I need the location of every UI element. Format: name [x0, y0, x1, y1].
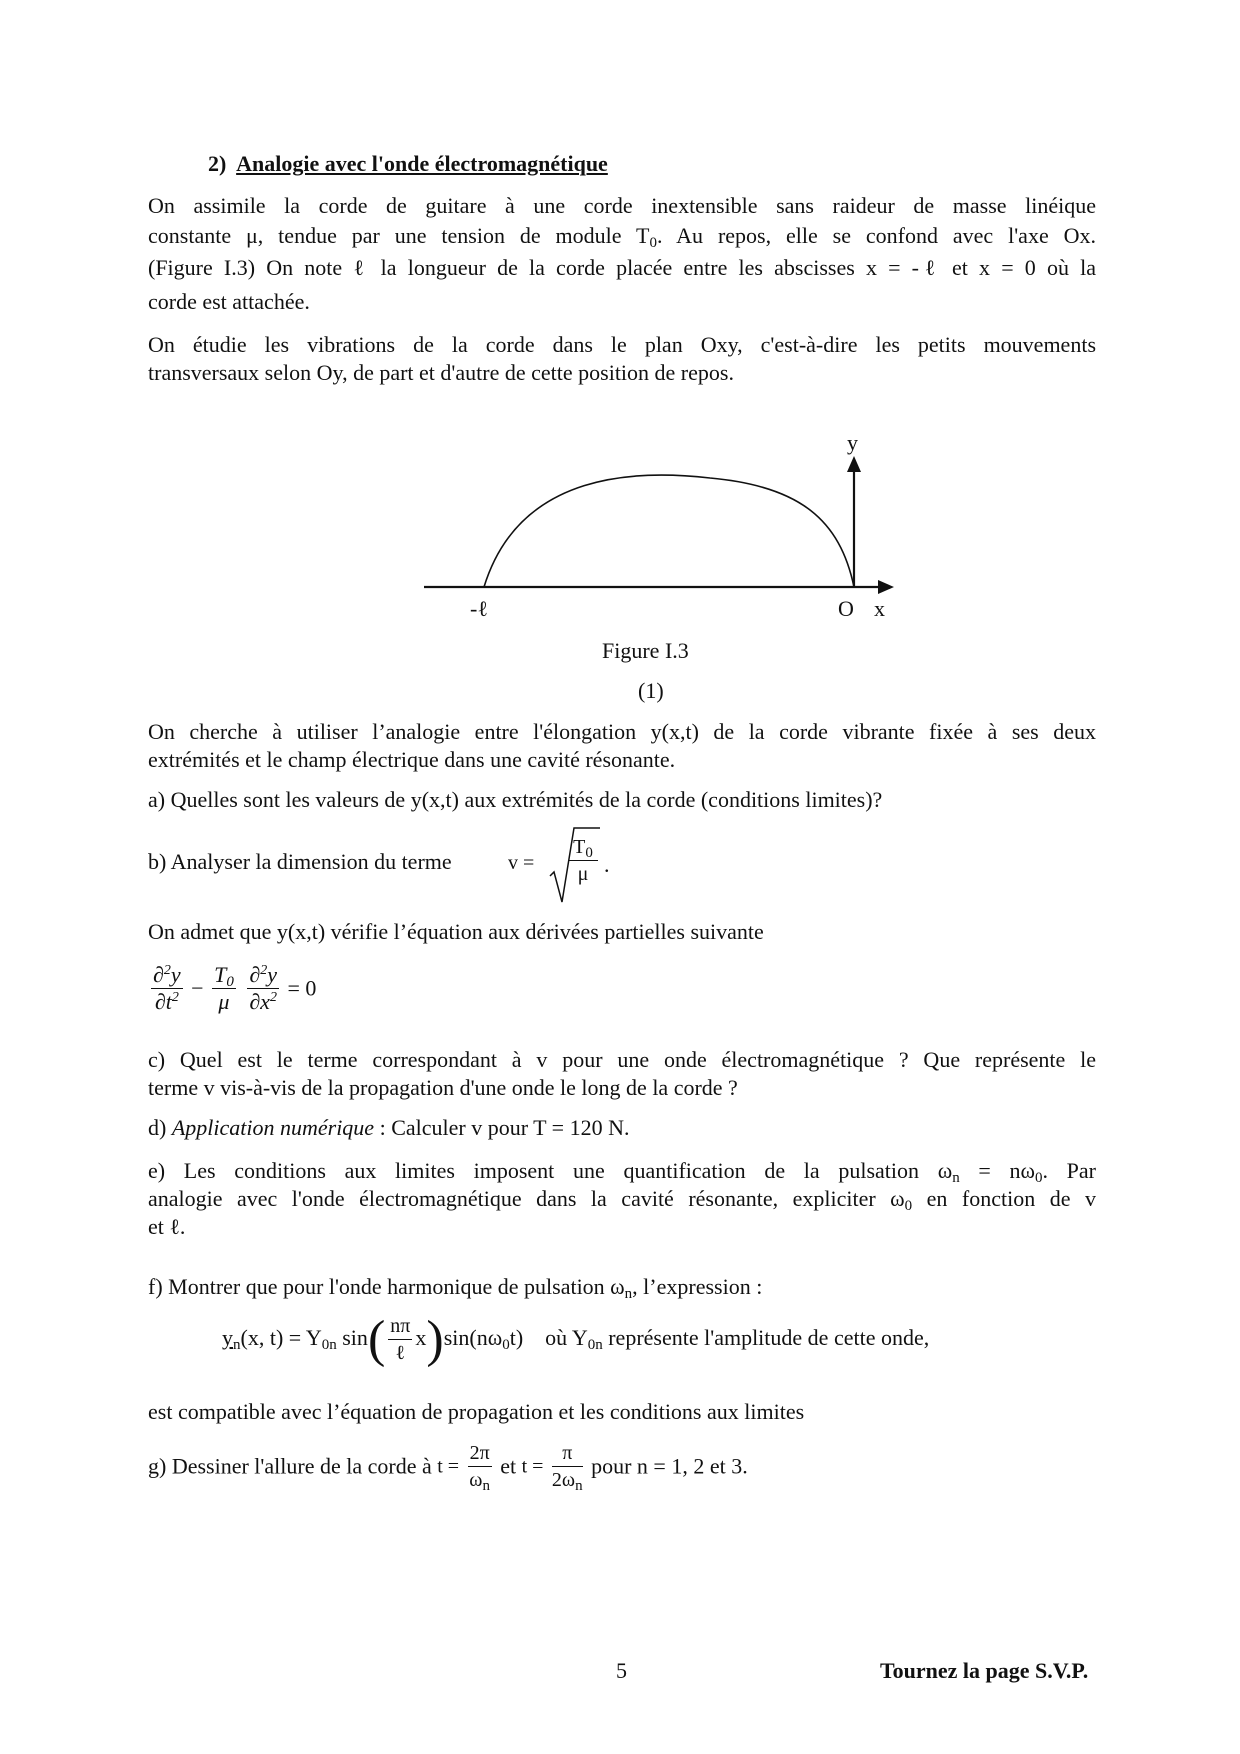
figure-string-diagram — [0, 0, 1240, 700]
string-curve — [484, 475, 854, 587]
analogy-line-2: extrémités et le champ électrique dans une cavité résonante. — [148, 747, 676, 772]
wave-equation: $\frac{\partial^2y}{\partial t^2}$ − $\frac{T_0}{\mu}$ $\frac{\partial^2y}{\partial x^2}$ = 0 — [153, 962, 317, 1014]
question-e-line-1: e) Les conditions aux limites imposent une quantification de la pulsation $\omega_n = n\omega_0$. Par — [148, 1158, 1097, 1186]
left-end-label: -ℓ — [470, 596, 488, 621]
intro-line-4: corde est attachée. — [148, 289, 310, 314]
origin-label: O — [838, 596, 854, 621]
question-d: d) Application numérique : Calculer v pour T = 120 N. — [148, 1115, 630, 1140]
section-number: 2) — [208, 151, 227, 176]
question-g: g) Dessiner l'allure de la corde à t = $\frac{2\pi}{\omega_n}$ et t = $\frac{\pi}{2\omega_n}$ pour n = 1, 2 et 3. — [148, 1442, 748, 1494]
admit-line: On admet que y(x,t) vérifie l’équation aux dérivées partielles suivante — [148, 919, 764, 944]
question-b: b) Analyser la dimension du terme — [148, 849, 452, 874]
question-e-line-3: et ℓ. — [148, 1214, 186, 1239]
sqrt-fraction: $T_0$ μ — [568, 834, 598, 887]
question-f-line-1: f) Montrer que pour l'onde harmonique de pulsation $\omega_n$, l’expression : — [148, 1274, 763, 1302]
question-a: a) Quelles sont les valeurs de y(x,t) aux extrémités de la corde (conditions limites)? — [148, 787, 883, 812]
v-definition: v = — [508, 852, 535, 874]
section-title: Analogie avec l'onde électromagnétique — [236, 151, 608, 176]
harmonic-expression: $y_n(x$, $t) = Y_{0n}$ sin( $\frac{n\pi}{\text{ℓ}}$ $x)\sin(n\omega_0t)$ où $Y_{0n}$ représente l'amplitude de cette onde, — [222, 1310, 930, 1368]
y-axis-arrowhead — [847, 456, 861, 472]
turn-page-note: Tournez la page S.V.P. — [880, 1658, 1089, 1683]
question-e-line-2: analogie avec l'onde électromagnétique dans la cavité résonante, expliciter $\omega_0$ en fonction de v — [148, 1186, 1096, 1214]
question-f-line-3: est compatible avec l’équation de propagation et les conditions aux limites — [148, 1399, 805, 1424]
intro-line-6: transversaux selon Oy, de part et d'autre de cette position de repos. — [148, 360, 734, 385]
intro-line-5: On étudie les vibrations de la corde dans le plan Oxy, c'est-à-dire les petits mouvements — [148, 332, 1096, 357]
x-axis-arrowhead — [878, 580, 894, 594]
x-axis-label: x — [874, 596, 885, 621]
figure-caption: Figure I.3 — [602, 638, 689, 663]
intro-line-2: constante μ, tendue par une tension de module $T_0$. Au repos, elle se confond avec l'axe Ox. — [148, 223, 1096, 251]
question-c-line-2: terme v vis-à-vis de la propagation d'une onde le long de la corde ? — [148, 1075, 738, 1100]
question-c-line-1: c) Quel est le terme correspondant à v pour une onde électromagnétique ? Que représente le — [148, 1047, 1096, 1072]
figure-number: (1) — [638, 678, 664, 703]
analogy-line-1: On cherche à utiliser l’analogie entre l'élongation y(x,t) de la corde vibrante fixée à ses deux — [148, 719, 1096, 744]
y-axis-label: y — [847, 430, 858, 455]
intro-line-1: On assimile la corde de guitare à une corde inextensible sans raideur de masse linéique — [148, 193, 1096, 218]
b-period: . — [604, 852, 610, 877]
page-number: 5 — [616, 1658, 627, 1683]
intro-line-3: (Figure I.3) On note ℓ la longueur de la corde placée entre les abscisses x = -ℓ et x = 0 où la — [148, 255, 1096, 280]
